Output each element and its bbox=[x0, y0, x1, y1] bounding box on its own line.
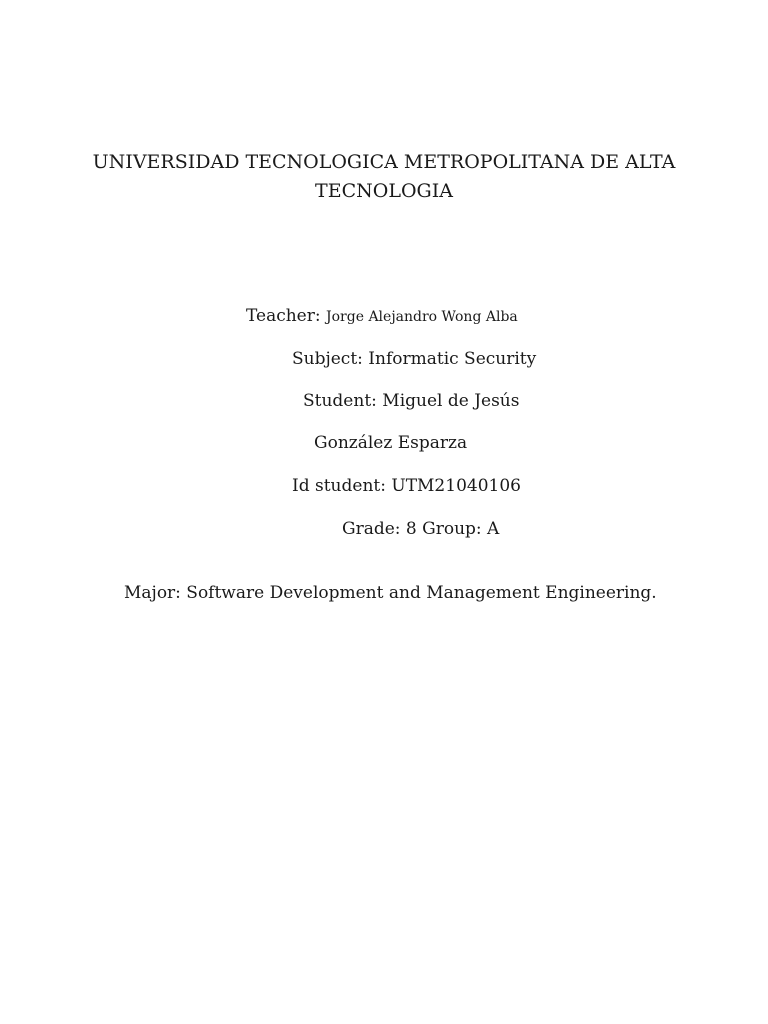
university-title-line-2: TECNOLOGIA bbox=[315, 180, 453, 202]
subject-line: Subject: Informatic Security bbox=[292, 349, 537, 369]
university-title-line-1: UNIVERSIDAD TECNOLOGICA METROPOLITANA DE ALTA bbox=[92, 151, 676, 173]
teacher-label: Teacher: bbox=[246, 306, 321, 326]
major-line: Major: Software Development and Management Engineering. bbox=[124, 583, 657, 603]
id-student-line: Id student: UTM21040106 bbox=[292, 476, 521, 496]
student-line-1: Student: Miguel de Jesús bbox=[303, 391, 520, 411]
university-title bbox=[0, 148, 768, 206]
student-line-2: González Esparza bbox=[314, 433, 468, 453]
teacher-line bbox=[246, 305, 518, 328]
grade-group-line: Grade: 8 Group: A bbox=[342, 519, 500, 539]
teacher-name: Jorge Alejandro Wong Alba bbox=[326, 309, 518, 325]
